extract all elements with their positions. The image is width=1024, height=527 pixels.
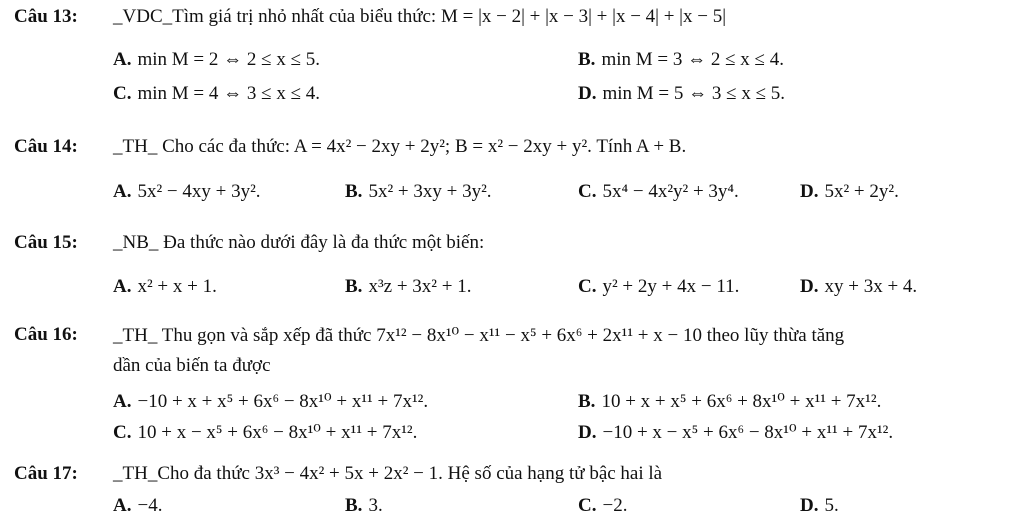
option-d[interactable]	[578, 83, 785, 105]
option-text: 10 + x + x⁵ + 6x⁶ + 8x¹⁰ + x¹¹ + 7x¹².	[601, 391, 882, 412]
option-label: B.	[578, 391, 596, 412]
options-row	[0, 276, 1024, 304]
question-number: Câu 14:	[14, 136, 78, 157]
option-label: D.	[800, 495, 819, 516]
option-label: D.	[800, 276, 819, 297]
option-text: x³z + 3x² + 1.	[368, 276, 472, 297]
question-text-continued: dần của biến ta được	[113, 355, 271, 376]
option-label: C.	[113, 422, 132, 443]
question-17	[0, 463, 1024, 491]
option-text: 5x⁴ − 4x²y² + 3y⁴.	[602, 181, 739, 202]
question-text: _TH_ Thu gọn và sắp xếp đã thức 7x¹² − 8x¹⁰ − x¹¹ − x⁵ + 6x⁶ + 2x¹¹ + x − 10 theo lũy thừa tăng	[113, 325, 845, 346]
option-label: C.	[578, 181, 597, 202]
option-text: 5.	[824, 495, 839, 516]
option-a[interactable]	[113, 181, 261, 203]
option-label: B.	[578, 49, 596, 70]
option-text: min M = 3 ⇔ 2 ≤ x ≤ 4.	[601, 49, 784, 70]
question-13	[0, 6, 1024, 34]
option-c[interactable]	[578, 276, 739, 298]
option-text: min M = 2 ⇔ 2 ≤ x ≤ 5.	[137, 49, 321, 70]
option-text: min M = 5 ⇔ 3 ≤ x ≤ 5.	[602, 83, 786, 104]
question-text: _TH_Cho đa thức 3x³ − 4x² + 5x + 2x² − 1. Hệ số của hạng tử bậc hai là	[113, 463, 663, 484]
option-label: A.	[113, 49, 132, 70]
question-number: Câu 15:	[14, 232, 78, 253]
options-row	[0, 421, 1024, 449]
options-row	[0, 181, 1024, 209]
question-number: Câu 17:	[14, 463, 78, 484]
option-label: D.	[578, 422, 597, 443]
options-row	[0, 49, 1024, 77]
option-c[interactable]	[113, 421, 417, 444]
option-text: 5x² − 4xy + 3y².	[137, 181, 261, 202]
option-b[interactable]	[345, 276, 471, 298]
question-15	[0, 232, 1024, 260]
options-row	[0, 495, 1024, 523]
option-label: B.	[345, 495, 363, 516]
option-text: −10 + x − x⁵ + 6x⁶ − 8x¹⁰ + x¹¹ + 7x¹².	[602, 422, 894, 443]
option-d[interactable]	[800, 276, 917, 298]
question-16	[0, 324, 1024, 352]
option-text: y² + 2y + 4x − 11.	[602, 276, 740, 297]
question-number: Câu 13:	[14, 6, 78, 27]
option-label: A.	[113, 495, 132, 516]
option-text: x² + x + 1.	[137, 276, 217, 297]
question-text: _TH_ Cho các đa thức: A = 4x² − 2xy + 2y²; B = x² − 2xy + y². Tính A + B.	[113, 136, 687, 157]
option-b[interactable]	[578, 49, 784, 71]
option-a[interactable]	[113, 49, 320, 71]
option-a[interactable]	[113, 390, 428, 413]
option-b[interactable]	[345, 495, 383, 517]
option-label: C.	[113, 83, 132, 104]
option-c[interactable]	[578, 495, 627, 517]
option-label: D.	[578, 83, 597, 104]
option-label: A.	[113, 276, 132, 297]
option-text: −10 + x + x⁵ + 6x⁶ − 8x¹⁰ + x¹¹ + 7x¹².	[137, 391, 429, 412]
option-text: xy + 3x + 4.	[824, 276, 918, 297]
option-c[interactable]	[578, 181, 739, 203]
option-a[interactable]	[113, 495, 162, 517]
option-b[interactable]	[345, 181, 492, 203]
question-16-continuation	[0, 355, 1024, 383]
option-b[interactable]	[578, 390, 881, 413]
option-a[interactable]	[113, 276, 217, 298]
option-text: 5x² + 2y².	[824, 181, 899, 202]
question-text: _NB_ Đa thức nào dưới đây là đa thức một biến:	[113, 232, 485, 253]
option-label: A.	[113, 391, 132, 412]
options-row	[0, 390, 1024, 418]
option-label: D.	[800, 181, 819, 202]
option-c[interactable]	[113, 83, 320, 105]
options-row	[0, 83, 1024, 111]
option-label: B.	[345, 181, 363, 202]
option-text: 3.	[368, 495, 383, 516]
option-d[interactable]	[800, 181, 899, 203]
option-d[interactable]	[578, 421, 893, 444]
option-label: B.	[345, 276, 363, 297]
option-label: A.	[113, 181, 132, 202]
question-14	[0, 136, 1024, 164]
option-text: 10 + x − x⁵ + 6x⁶ − 8x¹⁰ + x¹¹ + 7x¹².	[137, 422, 418, 443]
option-text: −4.	[137, 495, 163, 516]
option-text: −2.	[602, 495, 628, 516]
option-label: C.	[578, 495, 597, 516]
option-label: C.	[578, 276, 597, 297]
option-d[interactable]	[800, 495, 839, 517]
question-number: Câu 16:	[14, 324, 78, 345]
option-text: min M = 4 ⇔ 3 ≤ x ≤ 4.	[137, 83, 321, 104]
question-text: _VDC_Tìm giá trị nhỏ nhất của biểu thức: M = |x − 2| + |x − 3| + |x − 4| + |x − 5|	[113, 6, 727, 27]
option-text: 5x² + 3xy + 3y².	[368, 181, 492, 202]
